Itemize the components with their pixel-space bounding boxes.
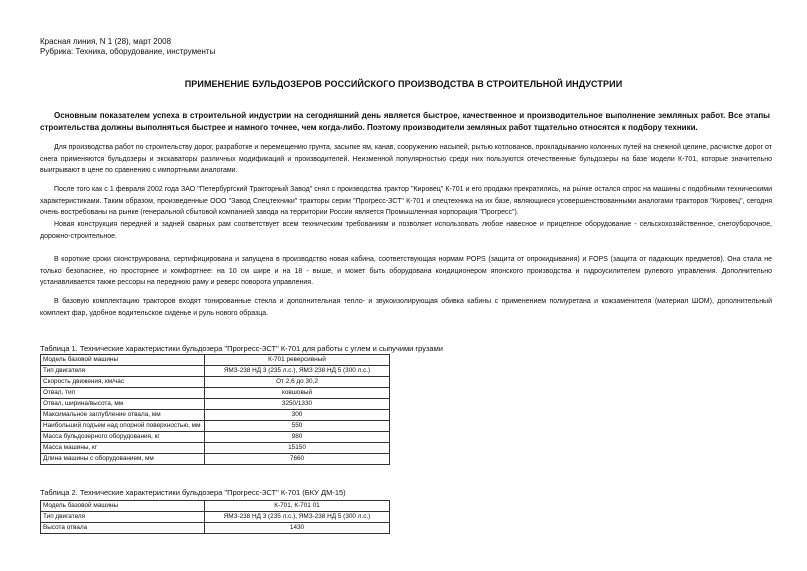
table-cell-value: 300 [205,410,390,421]
table-cell-value: ковшовый [205,388,390,399]
table-cell-key: Тип двигателя [41,512,205,523]
article-lead: Основным показателем успеха в строительной индустрии на сегодняшний день является быстрое, качественное и производительное выполнение земляных работ. Все этапы строительства должны выполняться быстрее и намного точнее, чем когда-либо. Поэтому производители земляных работ тщательно относятся к подбору техники. [40,111,770,132]
table-cell-value: 7660 [205,454,390,465]
paragraph: Новая конструкция передней и задней сварных рам соответствует всем техническим требованиям и позволяет использовать любое навесное и прицепное оборудование - сельскохозяйственное, снегоуборочное, дорожно-строительное. [40,221,772,240]
table-row [41,377,390,388]
table-row [41,512,390,523]
table-cell-key: Модель базовой машины [41,355,205,366]
table-cell-key: Отвал, ширина/высота, мм [41,399,205,410]
table-row [41,355,390,366]
table-cell-value: 15150 [205,443,390,454]
article-title: ПРИМЕНЕНИЕ БУЛЬДОЗЕРОВ РОССИЙСКОГО ПРОИЗВОДСТВА В СТРОИТЕЛЬНОЙ ИНДУСТРИИ [184,79,623,89]
table-row [41,388,390,399]
table-row [41,523,390,534]
paragraph: В короткие сроки сконструирована, сертифицирована и запущена в производство новая кабина, соответствующая нормам POPS (защита от опрокидывания) и FOPS (защита от падающих предметов). Она стала не только безопаснее, но просторнее и комфортнее: на 10 см шире и на 18 - выше, и может быть оборудована кондиционером японского производства и гидроусилителем рулевого управления. Дополнительно устанавливается также рессоры на переднюю раму и реверс поворота управления. [40,256,772,286]
table-cell-value: От 2,6 до 30,2 [205,377,390,388]
table2-caption: Таблица 2. Технические характеристики бульдозера "Прогресс-ЗСТ" К-701 (БКУ ДМ-15) [40,488,346,497]
paragraph: В базовую комплектацию тракторов входят тонированные стекла и дополнительная тепло- и звукоизолирующая обивка кабины с применением полиуретана и кожзаменителя (материал ШОМ), дополнительный комплект фар, удобное водительское сиденье и руль нового образца. [40,298,772,317]
table-cell-key: Масса машины, кг [41,443,205,454]
table-cell-value: 980 [205,432,390,443]
paragraph: После того как с 1 февраля 2002 года ЗАО "Петербургский Тракторный Завод" снял с производства трактор "Кировец" К-701 и его продажи прекратились, на рынке остался спрос на машины с подобными техническими характеристиками. Таким образом, произведенные ООО "Завод Спецтехники" тракторы серии "Прогресс-ЗСТ" К-701 и спецтехника на их базе, являющиеся усовершенствованными аналогами тракторов "Кировец", сегодня очень востребованы на рынке (генеральной сбытовой компанией завода на территории России является Промышленная корпорация "Прогресс"). [40,186,772,216]
paragraph: Для производства работ по строительству дорог, разработке и перемещению грунта, засыпке ям, канав, сооружению насыпей, рытью котлованов, прокладыванию колонных путей на снежной целине, расчистке дорог от снега применяются бульдозеры и экскаваторы различных модификаций и производителей. Неизменной популярностью среди них пользуются отечественные бульдозеры на базе модели К-701, которые значительно выигрывают в цене по сравнению с импортными аналогами. [40,144,772,174]
table-cell-key: Модель базовой машины [41,501,205,512]
table-row [41,399,390,410]
table-cell-value: 1430 [205,523,390,534]
table-cell-value: ЯМЗ-238 НД 3 (235 л.с.), ЯМЗ-238 НД 5 (300 л.с.) [205,512,390,523]
table-cell-key: Отвал, тип [41,388,205,399]
table-row [41,366,390,377]
table-cell-key: Максимальное заглубление отвала, мм [41,410,205,421]
table-cell-value: К-701, К-701 01 [205,501,390,512]
source-line: Красная линия, N 1 (28), март 2008 [40,37,172,46]
table-row [41,454,390,465]
table-cell-value: ЯМЗ-238 НД 3 (235 л.с.), ЯМЗ 238 НД 5 (300 л.с.) [205,366,390,377]
table-row [41,432,390,443]
spec-table-1 [40,354,390,465]
rubric-line: Рубрика: Техника, оборудование, инструменты [40,47,216,56]
table-cell-key: Тип двигателя [41,366,205,377]
table-cell-key: Длина машины с оборудованием, мм [41,454,205,465]
table-cell-value: 3250/1330 [205,399,390,410]
table-row [41,501,390,512]
table-cell-value: 550 [205,421,390,432]
table-cell-value: К-701 реверсивный [205,355,390,366]
table-row [41,410,390,421]
table-cell-key: Скорость движения, км/час [41,377,205,388]
table-cell-key: Наибольший подъем над опорной поверхностью, мм [41,421,205,432]
spec-table-2 [40,500,390,534]
table-row [41,443,390,454]
table-cell-key: Высота отвала [41,523,205,534]
table-cell-key: Масса бульдозерного оборудования, кг [41,432,205,443]
table1-caption: Таблица 1. Технические характеристики бульдозера "Прогресс-ЗСТ" К-701 для работы с углем и сыпучими грузами [40,344,443,353]
table-row [41,421,390,432]
